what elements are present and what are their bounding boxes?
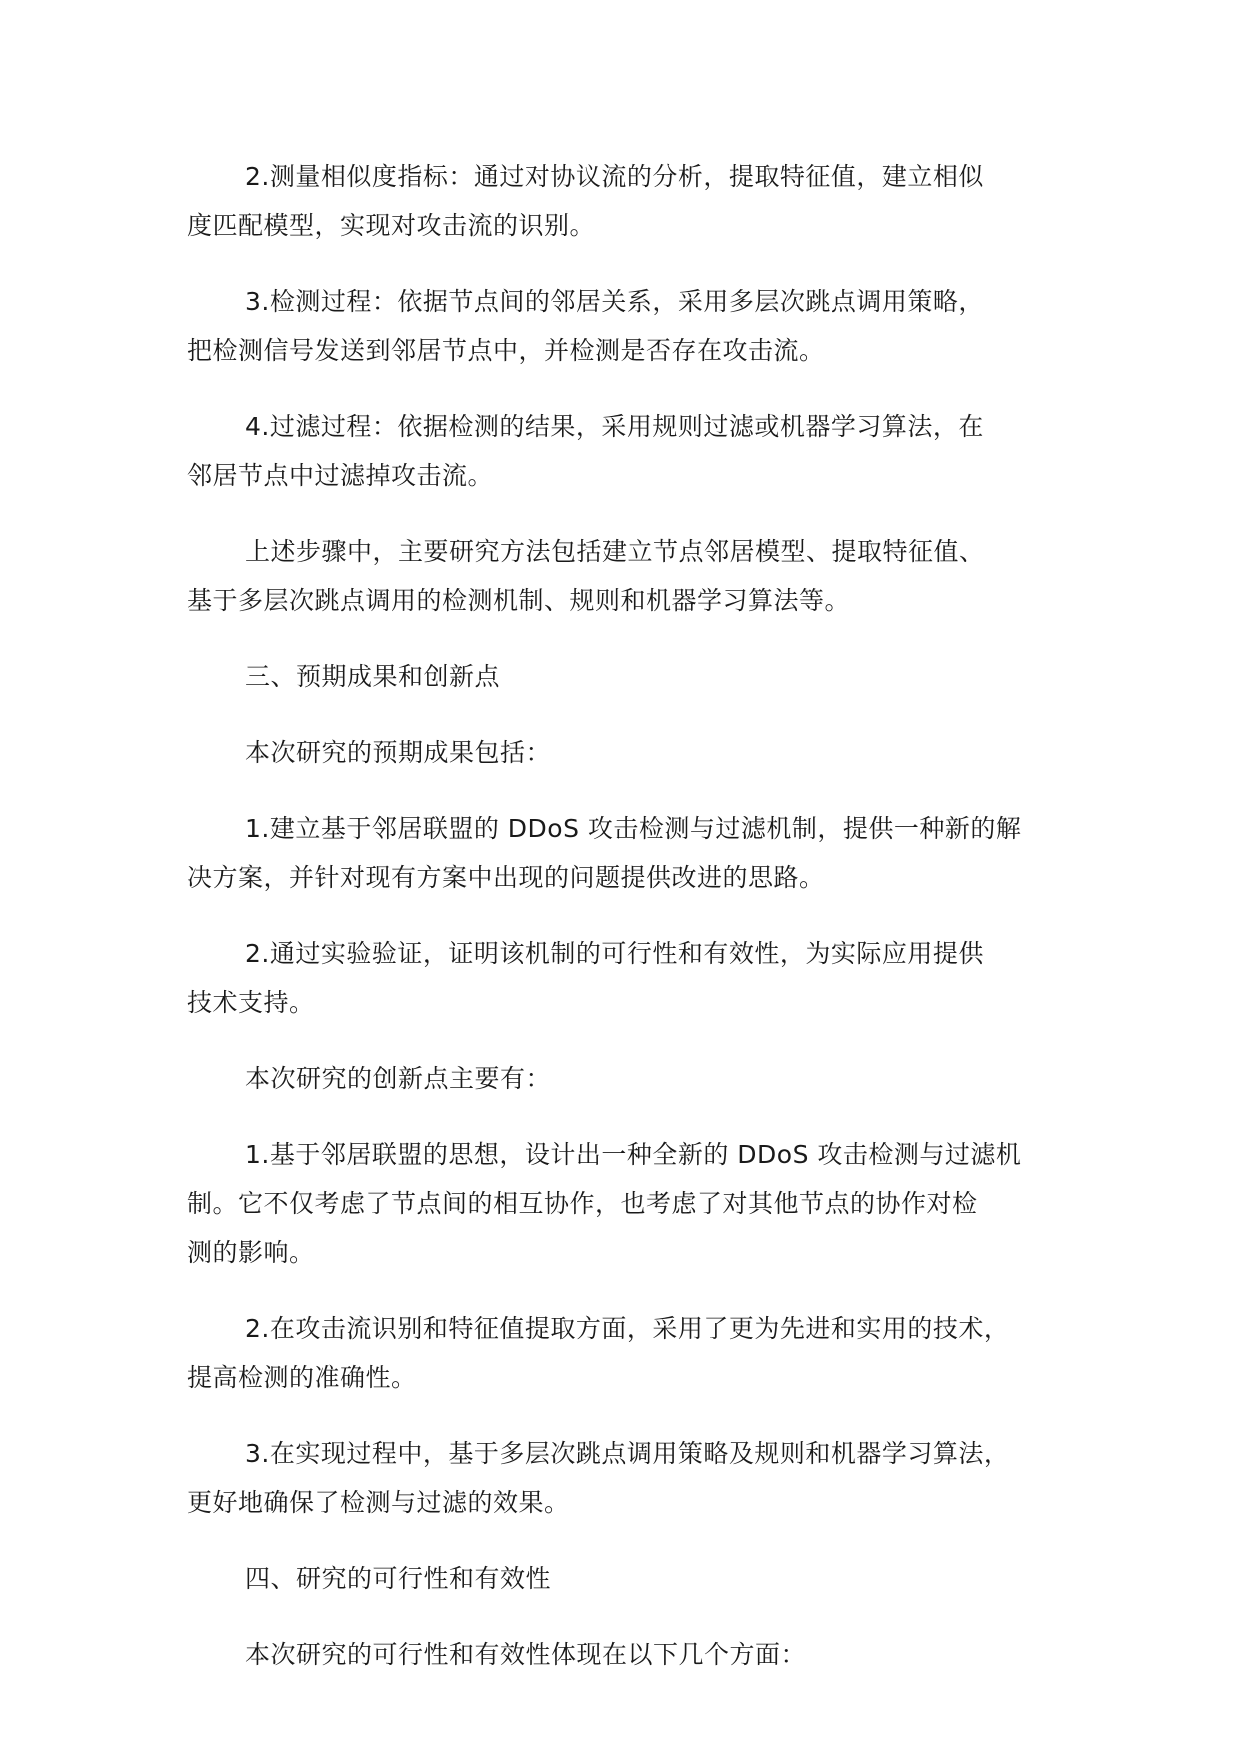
paragraph-line: 上述步骤中，主要研究方法包括建立节点邻居模型、提取特征值、: [245, 537, 985, 566]
paragraph-line: 提高检测的准确性。: [187, 1363, 417, 1392]
paragraph-line: 1.基于邻居联盟的思想，设计出一种全新的 DDoS 攻击检测与过滤机: [245, 1140, 1022, 1169]
paragraph-line: 测的影响。: [187, 1238, 315, 1267]
section-heading-expected-results: [187, 652, 1067, 701]
paragraph-line: 更好地确保了检测与过滤的效果。: [187, 1488, 570, 1517]
paragraph-line: 决方案，并针对现有方案中出现的问题提供改进的思路。: [187, 863, 825, 892]
paragraph-line: 2.通过实验验证，证明该机制的可行性和有效性，为实际应用提供: [245, 939, 984, 968]
paragraph-line: 本次研究的预期成果包括：: [245, 738, 552, 767]
paragraph-line: 技术支持。: [187, 988, 315, 1017]
paragraph-line: 基于多层次跳点调用的检测机制、规则和机器学习算法等。: [187, 586, 851, 615]
paragraph-similarity-metric: [187, 152, 1067, 250]
paragraph-line: 制。它不仅考虑了节点间的相互协作，也考虑了对其他节点的协作对检: [187, 1189, 978, 1218]
paragraph-line: 本次研究的可行性和有效性体现在以下几个方面：: [245, 1640, 807, 1669]
paragraph-innovation-2: [187, 1304, 1067, 1402]
paragraph-methods-summary: [187, 527, 1067, 625]
paragraph-innovation-3: [187, 1429, 1067, 1527]
paragraph-expected-results-intro: [187, 728, 1067, 777]
document-body: [187, 152, 1067, 1706]
paragraph-line: 3.检测过程：依据节点间的邻居关系，采用多层次跳点调用策略，: [245, 287, 984, 316]
paragraph-line: 本次研究的创新点主要有：: [245, 1064, 552, 1093]
paragraph-expected-result-2: [187, 929, 1067, 1027]
section-heading-feasibility: [187, 1554, 1067, 1603]
paragraph-line: 把检测信号发送到邻居节点中，并检测是否存在攻击流。: [187, 336, 825, 365]
section-heading: 三、预期成果和创新点: [245, 662, 501, 691]
paragraph-line: 2.测量相似度指标：通过对协议流的分析，提取特征值，建立相似: [245, 162, 984, 191]
paragraph-line: 3.在实现过程中，基于多层次跳点调用策略及规则和机器学习算法，: [245, 1439, 1010, 1468]
paragraph-detection-process: [187, 277, 1067, 375]
paragraph-line: 2.在攻击流识别和特征值提取方面，采用了更为先进和实用的技术，: [245, 1314, 1010, 1343]
paragraph-feasibility-intro: [187, 1630, 1067, 1679]
paragraph-line: 1.建立基于邻居联盟的 DDoS 攻击检测与过滤机制，提供一种新的解: [245, 814, 1022, 843]
paragraph-line: 邻居节点中过滤掉攻击流。: [187, 461, 494, 490]
paragraph-line: 度匹配模型，实现对攻击流的识别。: [187, 211, 596, 240]
paragraph-filter-process: [187, 402, 1067, 500]
paragraph-innovations-intro: [187, 1054, 1067, 1103]
paragraph-innovation-1: [187, 1130, 1067, 1277]
paragraph-expected-result-1: [187, 804, 1067, 902]
paragraph-line: 4.过滤过程：依据检测的结果，采用规则过滤或机器学习算法，在: [245, 412, 984, 441]
section-heading: 四、研究的可行性和有效性: [245, 1564, 552, 1593]
